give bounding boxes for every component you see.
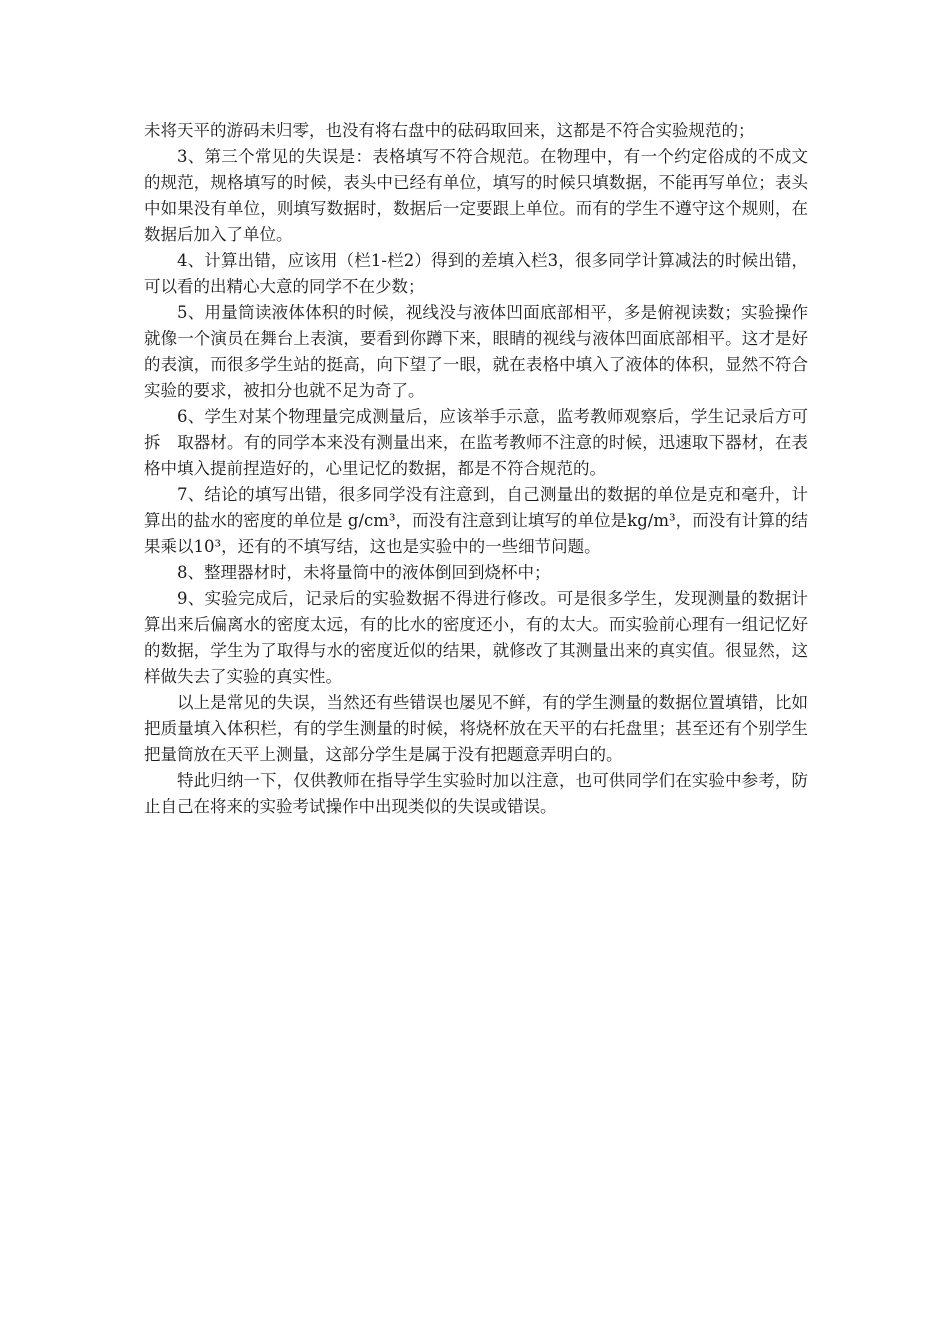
paragraph-continuation: 未将天平的游码未归零，也没有将右盘中的砝码取回来，这都是不符合实验规范的；	[144, 121, 755, 140]
paragraph-item-5: 5、用量筒读液体体积的时候，视线没与液体凹面底部相平，多是俯视读数；实验操作就像一个演员在舞台上表演，要看到你蹲下来，眼睛的视线与液体凹面底部相平。这才是好的表演，而很多学生站的挺高，向下望了一眼，就在表格中填入了液体的体积，显然不符合实验的要求，被扣分也就不足为奇了。	[144, 303, 808, 400]
paragraph-summary: 以上是常见的失误，当然还有些错误也屡见不鲜，有的学生测量的数据位置填错，比如把质量填入体积栏，有的学生测量的时候，将烧杯放在天平的右托盘里；甚至还有个别学生把量筒放在天平上测量，这部分学生是属于没有把题意弄明白的。	[144, 693, 808, 764]
paragraph-conclusion: 特此归纳一下，仅供教师在指导学生实验时加以注意，也可供同学们在实验中参考，防止自己在将来的实验考试操作中出现类似的失误或错误。	[144, 771, 808, 816]
paragraph-item-6: 6、学生对某个物理量完成测量后，应该举手示意，监考教师观察后，学生记录后方可拆 取器材。有的同学本来没有测量出来，在监考教师不注意的时候，迅速取下器材，在表格中填入提前捏造好的，心里记忆的数据，都是不符合规范的。	[144, 407, 808, 478]
paragraph-item-4: 4、计算出错，应该用（栏1-栏2）得到的差填入栏3，很多同学计算减法的时候出错，可以看的出精心大意的同学不在少数；	[144, 251, 808, 296]
paragraph-item-8: 8、整理器材时，未将量筒中的液体倒回到烧杯中；	[177, 563, 551, 582]
paragraph-item-3: 3、第三个常见的失误是：表格填写不符合规范。在物理中，有一个约定俗成的不成文的规范，规格填写的时候，表头中已经有单位，填写的时候只填数据，不能再写单位；表头中如果没有单位，则填写数据时，数据后一定要跟上单位。而有的学生不遵守这个规则，在数据后加入了单位。	[144, 147, 808, 244]
paragraph-item-7: 7、结论的填写出错，很多同学没有注意到，自己测量出的数据的单位是克和毫升，计算出的盐水的密度的单位是 g/cm³，而没有注意到让填写的单位是kg/m³，而没有计算的结果乘以10³，还有的不填写结，这也是实验中的一些细节问题。	[144, 485, 808, 556]
document-body	[144, 118, 808, 820]
paragraph-item-9: 9、实验完成后，记录后的实验数据不得进行修改。可是很多学生，发现测量的数据计算出来后偏离水的密度太远，有的比水的密度还小，有的太大。而实验前心理有一组记忆好的数据，学生为了取得与水的密度近似的结果，就修改了其测量出来的真实值。很显然，这样做失去了实验的真实性。	[144, 589, 808, 686]
